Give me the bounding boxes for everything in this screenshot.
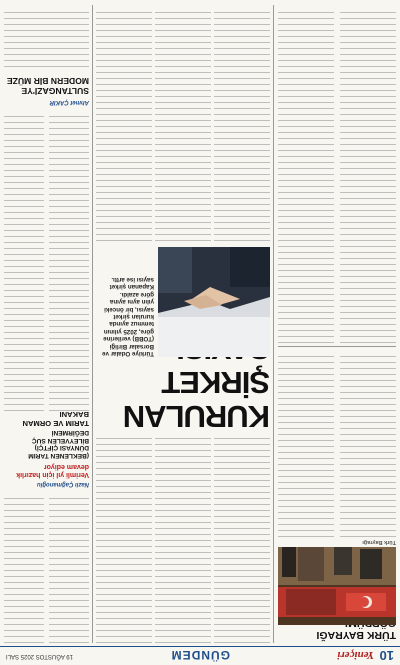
lead-intro: Türkiye Odalar ve Borsalar Birliği (TOBB) verilerine göre, 2025 yılının temmuz ayında kurulan şirket sayısı, bir önceki yılın aynı ayına göre azaldı. Kapanan şirket sayısı ise arttı. xyxy=(102,275,154,357)
section-title: GÜNDEM xyxy=(170,648,230,662)
column-divider xyxy=(278,346,396,347)
brand-logo: Yeniçeri xyxy=(337,649,374,661)
cip-kicker: TARIM VE ORMAN BAKANI xyxy=(22,410,89,428)
issue-date: 19 AĞUSTOS 2025 SALI xyxy=(6,653,73,659)
modern-story-body xyxy=(4,111,89,411)
cip-story-head xyxy=(4,409,89,487)
flag-headline: TÜRK BAYRAĞI xyxy=(316,629,396,641)
lead-story-body-top xyxy=(96,438,270,643)
lead-photo-handshake xyxy=(158,247,270,357)
lower-left-col-2 xyxy=(278,7,334,343)
modern-story-head xyxy=(4,76,89,105)
flag-body-col-1 xyxy=(340,352,396,537)
cip-red-note: Verimli yıl için hazırlık devam ediyor xyxy=(16,463,89,478)
page-header xyxy=(0,646,400,665)
flag-photo-caption-wrap xyxy=(278,538,396,545)
lead-intro-wrap xyxy=(96,276,154,357)
flag-photo xyxy=(278,547,396,625)
lead-headline-top: KURULAN ŞİRKET xyxy=(123,365,270,434)
cip-headline: (BEKLENEN TARIM DÜNYASI ÇİFTÇİ) BİLEYVELEN SUÇ DEĞİRMENİ xyxy=(28,429,89,459)
modern-story-body-end xyxy=(4,7,89,67)
lower-left-col-1 xyxy=(340,7,396,343)
modern-byline: Ahmet ÇAKIR xyxy=(49,99,89,105)
column-divider xyxy=(92,5,93,643)
page-number: 10 xyxy=(379,648,394,663)
flag-body-col-2 xyxy=(278,352,334,537)
flag-photo-caption: Türk Bayrağı xyxy=(362,539,396,545)
cip-story-body-top xyxy=(4,493,89,643)
cip-byline: Nazlı Çağmanoğlu xyxy=(36,481,89,487)
modern-headline: SULTANGAZİ'YE MODERN BİR MÜZE xyxy=(6,76,89,96)
lead-story-body-bottom xyxy=(96,7,270,241)
column-divider xyxy=(273,5,274,643)
